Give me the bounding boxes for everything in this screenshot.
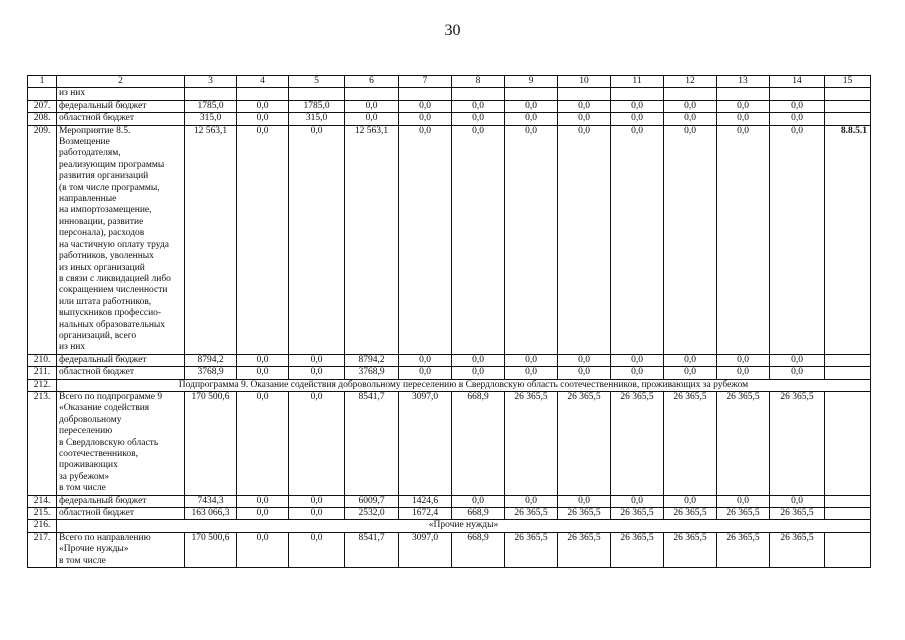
header-row: [28, 76, 871, 88]
value-cell: 668,9: [452, 391, 505, 495]
value-cell: [717, 88, 770, 100]
code-cell: [825, 100, 871, 112]
column-header: 6: [345, 76, 399, 88]
row-label: федеральный бюджет: [57, 495, 185, 507]
section-heading: Подпрограмма 9. Оказание содействия добровольному переселению в Свердловскую область соотечественников, проживающих за рубежом: [57, 379, 871, 391]
code-cell: [825, 113, 871, 125]
value-cell: 0,0: [558, 125, 611, 354]
value-cell: 1672,4: [399, 508, 452, 520]
value-cell: 0,0: [611, 367, 664, 379]
value-cell: 0,0: [770, 125, 825, 354]
table-row: [28, 113, 871, 125]
value-cell: 0,0: [558, 113, 611, 125]
value-cell: 1785,0: [289, 100, 345, 112]
value-cell: 0,0: [452, 100, 505, 112]
row-number: 210.: [28, 354, 57, 366]
value-cell: 0,0: [717, 354, 770, 366]
value-cell: 7434,3: [185, 495, 237, 507]
value-cell: 26 365,5: [770, 532, 825, 567]
value-cell: 0,0: [664, 354, 717, 366]
value-cell: 0,0: [289, 495, 345, 507]
value-cell: 26 365,5: [664, 532, 717, 567]
value-cell: 0,0: [237, 354, 289, 366]
value-cell: [452, 88, 505, 100]
value-cell: 6009,7: [345, 495, 399, 507]
value-cell: 8794,2: [185, 354, 237, 366]
row-label: областной бюджет: [57, 113, 185, 125]
table-row: [28, 520, 871, 532]
table-row: [28, 532, 871, 567]
table-row: [28, 88, 871, 100]
value-cell: 0,0: [237, 367, 289, 379]
table-row: [28, 391, 871, 495]
value-cell: 0,0: [345, 113, 399, 125]
value-cell: 170 500,6: [185, 391, 237, 495]
value-cell: [558, 88, 611, 100]
value-cell: 26 365,5: [717, 532, 770, 567]
value-cell: 0,0: [770, 354, 825, 366]
value-cell: 0,0: [770, 113, 825, 125]
value-cell: 26 365,5: [558, 391, 611, 495]
value-cell: 0,0: [289, 125, 345, 354]
row-label: федеральный бюджет: [57, 100, 185, 112]
table-row: [28, 367, 871, 379]
code-cell: [825, 495, 871, 507]
value-cell: 0,0: [452, 495, 505, 507]
value-cell: 0,0: [505, 367, 558, 379]
value-cell: 3768,9: [345, 367, 399, 379]
row-label: областной бюджет: [57, 508, 185, 520]
value-cell: 0,0: [558, 100, 611, 112]
code-cell: [825, 88, 871, 100]
column-header: 15: [825, 76, 871, 88]
column-header: 9: [505, 76, 558, 88]
value-cell: 3097,0: [399, 532, 452, 567]
code-cell: 8.8.5.1: [825, 125, 871, 354]
value-cell: 0,0: [289, 508, 345, 520]
value-cell: 0,0: [399, 113, 452, 125]
row-label: Мероприятие 8.5. Возмещение работодателям, реализующим программы развития организаций (в том числе программы, направленные на импортозамещение, инновации, развитие персонала), расходов на частичную оплату труда работников, уволенных из иных организаций в связи с ликвидацией либо сокращением численности или штата работников, выпускников профессио- нальных образовательных организаций, всего из них: [57, 125, 185, 354]
value-cell: 0,0: [717, 367, 770, 379]
row-number: 217.: [28, 532, 57, 567]
value-cell: 0,0: [289, 532, 345, 567]
value-cell: 668,9: [452, 508, 505, 520]
table-row: [28, 125, 871, 354]
value-cell: 26 365,5: [717, 391, 770, 495]
value-cell: 0,0: [664, 100, 717, 112]
code-cell: [825, 508, 871, 520]
budget-table: [27, 75, 871, 568]
value-cell: 26 365,5: [664, 508, 717, 520]
value-cell: 0,0: [611, 354, 664, 366]
value-cell: [289, 88, 345, 100]
value-cell: 0,0: [664, 125, 717, 354]
table-row: [28, 379, 871, 391]
value-cell: 0,0: [237, 532, 289, 567]
value-cell: 0,0: [399, 100, 452, 112]
value-cell: 0,0: [611, 125, 664, 354]
value-cell: 0,0: [505, 125, 558, 354]
value-cell: 0,0: [399, 367, 452, 379]
row-label: Всего по направлению «Прочие нужды» в том числе: [57, 532, 185, 567]
value-cell: 0,0: [452, 125, 505, 354]
value-cell: 0,0: [611, 113, 664, 125]
value-cell: 0,0: [717, 125, 770, 354]
value-cell: 0,0: [611, 100, 664, 112]
column-header: 14: [770, 76, 825, 88]
value-cell: 26 365,5: [717, 508, 770, 520]
value-cell: 26 365,5: [505, 508, 558, 520]
value-cell: 0,0: [452, 367, 505, 379]
row-label: областной бюджет: [57, 367, 185, 379]
column-header: 10: [558, 76, 611, 88]
row-number: 212.: [28, 379, 57, 391]
value-cell: 0,0: [452, 354, 505, 366]
value-cell: 0,0: [770, 495, 825, 507]
row-number: 209.: [28, 125, 57, 354]
value-cell: 0,0: [770, 367, 825, 379]
value-cell: 0,0: [289, 391, 345, 495]
value-cell: 26 365,5: [611, 532, 664, 567]
value-cell: 26 365,5: [611, 508, 664, 520]
value-cell: [611, 88, 664, 100]
row-label: федеральный бюджет: [57, 354, 185, 366]
value-cell: 163 066,3: [185, 508, 237, 520]
value-cell: 0,0: [558, 495, 611, 507]
row-number: 216.: [28, 520, 57, 532]
value-cell: 0,0: [558, 354, 611, 366]
value-cell: 0,0: [399, 354, 452, 366]
value-cell: 0,0: [399, 125, 452, 354]
value-cell: 0,0: [505, 495, 558, 507]
row-number: 211.: [28, 367, 57, 379]
column-header: 7: [399, 76, 452, 88]
table-row: [28, 354, 871, 366]
code-cell: [825, 354, 871, 366]
value-cell: [770, 88, 825, 100]
value-cell: 668,9: [452, 532, 505, 567]
column-header: 2: [57, 76, 185, 88]
value-cell: 315,0: [289, 113, 345, 125]
row-number: 215.: [28, 508, 57, 520]
value-cell: 26 365,5: [770, 391, 825, 495]
column-header: 5: [289, 76, 345, 88]
value-cell: 0,0: [237, 125, 289, 354]
column-header: 3: [185, 76, 237, 88]
value-cell: 0,0: [664, 367, 717, 379]
value-cell: 0,0: [717, 113, 770, 125]
value-cell: 26 365,5: [611, 391, 664, 495]
row-number: 207.: [28, 100, 57, 112]
value-cell: 0,0: [345, 100, 399, 112]
value-cell: 0,0: [770, 100, 825, 112]
value-cell: [237, 88, 289, 100]
value-cell: [185, 88, 237, 100]
column-header: 4: [237, 76, 289, 88]
value-cell: 26 365,5: [505, 391, 558, 495]
table-row: [28, 100, 871, 112]
row-number: 214.: [28, 495, 57, 507]
value-cell: 0,0: [237, 391, 289, 495]
row-label: из них: [57, 88, 185, 100]
value-cell: 12 563,1: [185, 125, 237, 354]
value-cell: 8541,7: [345, 391, 399, 495]
row-label: Всего по подпрограмме 9 «Оказание содействия добровольному переселению в Свердловскую область соотечественников, проживающих за рубежом» в том числе: [57, 391, 185, 495]
value-cell: 8541,7: [345, 532, 399, 567]
section-heading: «Прочие нужды»: [57, 520, 871, 532]
value-cell: [664, 88, 717, 100]
value-cell: 26 365,5: [505, 532, 558, 567]
column-header: 13: [717, 76, 770, 88]
value-cell: 0,0: [237, 495, 289, 507]
value-cell: 0,0: [717, 100, 770, 112]
row-number: 213.: [28, 391, 57, 495]
value-cell: 0,0: [505, 100, 558, 112]
value-cell: [399, 88, 452, 100]
value-cell: 8794,2: [345, 354, 399, 366]
column-header: 11: [611, 76, 664, 88]
value-cell: 26 365,5: [558, 532, 611, 567]
column-header: 12: [664, 76, 717, 88]
table-row: [28, 508, 871, 520]
value-cell: 1785,0: [185, 100, 237, 112]
value-cell: 2532,0: [345, 508, 399, 520]
code-cell: [825, 391, 871, 495]
value-cell: 0,0: [289, 367, 345, 379]
value-cell: 12 563,1: [345, 125, 399, 354]
value-cell: 0,0: [237, 113, 289, 125]
column-header: 8: [452, 76, 505, 88]
value-cell: 0,0: [664, 113, 717, 125]
value-cell: 170 500,6: [185, 532, 237, 567]
code-cell: [825, 367, 871, 379]
value-cell: 0,0: [611, 495, 664, 507]
value-cell: 1424,6: [399, 495, 452, 507]
value-cell: 3097,0: [399, 391, 452, 495]
value-cell: 0,0: [505, 354, 558, 366]
table-row: [28, 495, 871, 507]
value-cell: 0,0: [505, 113, 558, 125]
value-cell: 26 365,5: [770, 508, 825, 520]
value-cell: 0,0: [289, 354, 345, 366]
value-cell: [345, 88, 399, 100]
value-cell: 3768,9: [185, 367, 237, 379]
page-number: 30: [444, 22, 461, 39]
value-cell: 0,0: [664, 495, 717, 507]
column-header: 1: [28, 76, 57, 88]
value-cell: 0,0: [717, 495, 770, 507]
value-cell: 0,0: [452, 113, 505, 125]
value-cell: 0,0: [237, 100, 289, 112]
row-number: [28, 88, 57, 100]
value-cell: 315,0: [185, 113, 237, 125]
value-cell: 26 365,5: [664, 391, 717, 495]
row-number: 208.: [28, 113, 57, 125]
value-cell: 0,0: [558, 367, 611, 379]
value-cell: [505, 88, 558, 100]
value-cell: 0,0: [237, 508, 289, 520]
code-cell: [825, 532, 871, 567]
value-cell: 26 365,5: [558, 508, 611, 520]
